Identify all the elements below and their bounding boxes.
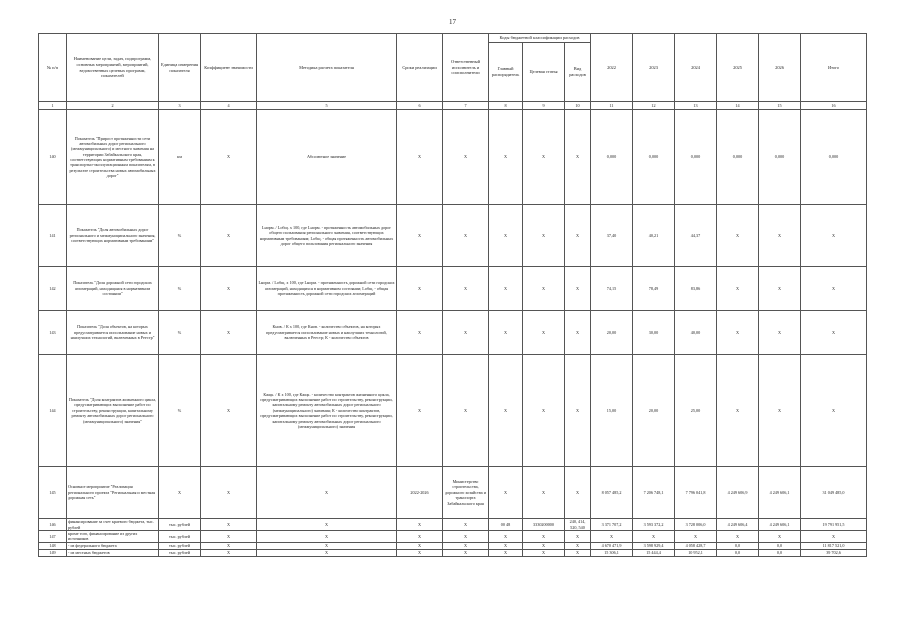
row-coefficient: X <box>201 267 257 311</box>
row-target-article: X <box>523 267 565 311</box>
row-term: X <box>397 110 443 205</box>
row-value-2026: X <box>759 267 801 311</box>
row-total: X <box>801 311 867 355</box>
row-name: Основное мероприятие "Реализация регионального проекта "Региональная и местная дорожная сеть" <box>67 467 159 519</box>
row-grbs: 00 48 <box>489 519 523 531</box>
row-value-2024: 40,00 <box>675 311 717 355</box>
row-number: 149 <box>39 549 67 556</box>
row-expense-type: X <box>565 205 591 267</box>
row-total: 39 702,6 <box>801 549 867 556</box>
row-expense-type: X <box>565 549 591 556</box>
row-value-2024: 4 058 428,7 <box>675 542 717 549</box>
table-row <box>39 531 867 543</box>
row-value-2026: 0,0 <box>759 549 801 556</box>
row-value-2024: 83,86 <box>675 267 717 311</box>
page-number: 17 <box>449 18 456 26</box>
row-expense-type: X <box>565 110 591 205</box>
table-row <box>39 549 867 556</box>
row-number: 141 <box>39 205 67 267</box>
row-number: 147 <box>39 531 67 543</box>
row-responsible: X <box>443 311 489 355</box>
row-value-2025: X <box>717 205 759 267</box>
row-expense-type: X <box>565 311 591 355</box>
row-term: 2022-2026 <box>397 467 443 519</box>
row-responsible: X <box>443 549 489 556</box>
row-responsible: X <box>443 542 489 549</box>
row-responsible: X <box>443 531 489 543</box>
row-value-2025: 4 249 606,4 <box>717 519 759 531</box>
table-row <box>39 267 867 311</box>
row-value-2026: X <box>759 355 801 467</box>
row-unit: X <box>159 467 201 519</box>
row-name: кроме того, финансирование из других источников <box>67 531 159 543</box>
row-number: 140 <box>39 110 67 205</box>
row-grbs: X <box>489 205 523 267</box>
row-method: Абсолютное значение <box>257 110 397 205</box>
column-number: 8 <box>489 102 523 110</box>
header-term: Сроки реализации <box>397 34 443 102</box>
table-row <box>39 467 867 519</box>
program-table <box>38 33 867 557</box>
row-term: X <box>397 549 443 556</box>
row-method: Lнорм. / Lобщ. х 100, где Lнорм. - протяженность дорожной сети городских агломераций, находящихся в нормативном состоянии; Lобщ. - общая протяженность дорожной сети городских агломераций <box>257 267 397 311</box>
row-unit: км <box>159 110 201 205</box>
row-term: X <box>397 519 443 531</box>
header-unit: Единица измерения показателя <box>159 34 201 102</box>
row-value-2022: 3 371 707,2 <box>591 519 633 531</box>
row-value-2023: 78,49 <box>633 267 675 311</box>
header-method: Методика расчета показателя <box>257 34 397 102</box>
row-value-2023: 3 598 929,4 <box>633 542 675 549</box>
row-responsible: X <box>443 355 489 467</box>
row-value-2022: 15,00 <box>591 355 633 467</box>
row-method: X <box>257 519 397 531</box>
row-expense-type: 240, 414, 520, 540 <box>565 519 591 531</box>
row-total: 19 791 951,5 <box>801 519 867 531</box>
row-total: X <box>801 205 867 267</box>
row-method: X <box>257 549 397 556</box>
row-method: Lнорм. / Lобщ. х 100, где Lнорм. - протяженность автомобильных дорог общего пользования регионального значения, соответствующих нормативным требованиям; Lобщ. - общая протяженность автомобильных дорог общего пользования регионального значения <box>257 205 397 267</box>
row-number: 145 <box>39 467 67 519</box>
column-number: 14 <box>717 102 759 110</box>
column-number: 15 <box>759 102 801 110</box>
row-name: - из федерального бюджета <box>67 542 159 549</box>
row-value-2026: X <box>759 205 801 267</box>
row-name: Показатель "Доля контрактов жизненного цикла, предусматривающих выполнение работ по строительству, реконструкции, капитальному ремонту автомобильных дорог регионального (межмуниципального) значения" <box>67 355 159 467</box>
row-coefficient: X <box>201 355 257 467</box>
row-value-2025: 0,0 <box>717 549 759 556</box>
row-unit: тыс. рублей <box>159 549 201 556</box>
table-row <box>39 542 867 549</box>
row-expense-type: X <box>565 267 591 311</box>
row-total: 31 049 485,0 <box>801 467 867 519</box>
row-coefficient: X <box>201 519 257 531</box>
row-value-2024: 7 796 041,8 <box>675 467 717 519</box>
row-method: Кжцк. / К х 100, где Кжцк. - количество контрактов жизненного цикла, предусматривающих выполнение работ по строительству, реконструкции, капитальному ремонту автомобильных дорог регионального (межмуниципального) значения; К - количество контрактов, предусматривающих выполнение работ по строительству, реконструкции, капитальному ремонту автомобильных дорог регионального (межмуниципального) значения <box>257 355 397 467</box>
row-term: X <box>397 542 443 549</box>
row-expense-type: X <box>565 542 591 549</box>
column-number: 2 <box>67 102 159 110</box>
header-target-article: Целевая статья <box>523 43 565 102</box>
row-target-article: X <box>523 110 565 205</box>
row-value-2025: X <box>717 531 759 543</box>
row-responsible: X <box>443 110 489 205</box>
row-responsible: X <box>443 267 489 311</box>
header-2023: 2023 <box>633 34 675 102</box>
column-number: 4 <box>201 102 257 110</box>
row-target-article: X <box>523 549 565 556</box>
row-value-2023: 15 444,4 <box>633 549 675 556</box>
row-coefficient: X <box>201 311 257 355</box>
row-value-2025: 0,0 <box>717 542 759 549</box>
row-coefficient: X <box>201 467 257 519</box>
row-coefficient: X <box>201 205 257 267</box>
row-number: 142 <box>39 267 67 311</box>
header-2022: 2022 <box>591 34 633 102</box>
row-responsible: X <box>443 519 489 531</box>
table-row <box>39 355 867 467</box>
row-name: - из местных бюджетов <box>67 549 159 556</box>
row-total: X <box>801 267 867 311</box>
row-value-2023: 7 206 748,1 <box>633 467 675 519</box>
row-grbs: X <box>489 267 523 311</box>
row-value-2026: 4 249 606,1 <box>759 467 801 519</box>
header-name: Наименование цели, задач, подпрограмм, основных мероприятий, мероприятий, ведомственных целевых программ, показателей <box>67 34 159 102</box>
header-num: № п/п <box>39 34 67 102</box>
row-value-2023: 30,00 <box>633 311 675 355</box>
column-number: 12 <box>633 102 675 110</box>
column-number: 6 <box>397 102 443 110</box>
row-total: X <box>801 531 867 543</box>
row-expense-type: X <box>565 531 591 543</box>
row-responsible: X <box>443 205 489 267</box>
row-method: X <box>257 531 397 543</box>
row-value-2026: 4 249 606,1 <box>759 519 801 531</box>
header-responsible: Ответственный исполнитель и соисполнители <box>443 34 489 102</box>
row-coefficient: X <box>201 542 257 549</box>
row-grbs: X <box>489 110 523 205</box>
row-unit: % <box>159 355 201 467</box>
row-value-2024: 3 728 006,0 <box>675 519 717 531</box>
column-number: 7 <box>443 102 489 110</box>
row-term: X <box>397 205 443 267</box>
table-row <box>39 519 867 531</box>
row-grbs: X <box>489 355 523 467</box>
row-target-article: X <box>523 467 565 519</box>
row-name: Показатель "Доля автомобильных дорог регионального и межмуниципального значения, соответствующих нормативным требованиям" <box>67 205 159 267</box>
row-value-2023: 0,000 <box>633 110 675 205</box>
row-target-article: X <box>523 542 565 549</box>
row-value-2023: 40,21 <box>633 205 675 267</box>
row-number: 146 <box>39 519 67 531</box>
table-row <box>39 311 867 355</box>
row-number: 148 <box>39 542 67 549</box>
row-target-article: X <box>523 531 565 543</box>
row-value-2022: 0,000 <box>591 110 633 205</box>
row-expense-type: X <box>565 467 591 519</box>
row-number: 144 <box>39 355 67 467</box>
row-total: 11 817 521,0 <box>801 542 867 549</box>
row-name: Показатель "Доля объектов, на которых предусматривается использование новых и наилучших технологий, включенных в Реестр" <box>67 311 159 355</box>
table-body <box>39 110 867 557</box>
header-2024: 2024 <box>675 34 717 102</box>
row-grbs: X <box>489 542 523 549</box>
header-total: Итого <box>801 34 867 102</box>
row-value-2025: 0,000 <box>717 110 759 205</box>
row-value-2022: 20,00 <box>591 311 633 355</box>
row-target-article: 3330200000 <box>523 519 565 531</box>
table-row <box>39 110 867 205</box>
header-expense-type: Вид расходов <box>565 43 591 102</box>
row-value-2022: 8 057 485,2 <box>591 467 633 519</box>
column-number: 10 <box>565 102 591 110</box>
row-name: Показатель "Прирост протяженности сети автомобильных дорог регионального (межмуниципального) и местного значения на территории Забайкальского края, соответствующих нормативным требованиям к транспортно-эксплуатационным показателям, в результате строительства новых автомобильных дорог" <box>67 110 159 205</box>
row-number: 143 <box>39 311 67 355</box>
column-number: 3 <box>159 102 201 110</box>
row-unit: тыс. рублей <box>159 519 201 531</box>
row-term: X <box>397 311 443 355</box>
row-value-2024: 0,000 <box>675 110 717 205</box>
row-unit: тыс. рублей <box>159 542 201 549</box>
row-value-2023: 3 593 372,2 <box>633 519 675 531</box>
row-total: 0,000 <box>801 110 867 205</box>
row-value-2025: X <box>717 355 759 467</box>
row-grbs: X <box>489 311 523 355</box>
row-value-2023: 20,00 <box>633 355 675 467</box>
column-number: 13 <box>675 102 717 110</box>
row-method: X <box>257 467 397 519</box>
column-number: 11 <box>591 102 633 110</box>
row-responsible: Министерство строительства, дорожного хозяйства и транспорта Забайкальского края <box>443 467 489 519</box>
row-value-2023: X <box>633 531 675 543</box>
row-value-2022: X <box>591 531 633 543</box>
header-2025: 2025 <box>717 34 759 102</box>
row-value-2022: 15 306,1 <box>591 549 633 556</box>
column-number-row <box>39 102 867 110</box>
row-unit: % <box>159 205 201 267</box>
row-target-article: X <box>523 355 565 467</box>
row-value-2022: 74,15 <box>591 267 633 311</box>
row-value-2026: X <box>759 311 801 355</box>
row-unit: тыс. рублей <box>159 531 201 543</box>
header-budget-codes: Коды бюджетной классификации расходов <box>489 34 591 43</box>
header-coef: Коэффициент значимости <box>201 34 257 102</box>
row-target-article: X <box>523 311 565 355</box>
row-coefficient: X <box>201 110 257 205</box>
row-method: X <box>257 542 397 549</box>
column-number: 9 <box>523 102 565 110</box>
row-value-2024: 10 952,1 <box>675 549 717 556</box>
row-method: Кнов. / К х 100, где Кнов. - количество объектов, на которых предусматривается использование новых и наилучших технологий, включенных в Реестр; К - количество объектов <box>257 311 397 355</box>
row-value-2022: 37,40 <box>591 205 633 267</box>
column-number: 5 <box>257 102 397 110</box>
row-term: X <box>397 355 443 467</box>
column-number: 1 <box>39 102 67 110</box>
table-row <box>39 205 867 267</box>
row-total: X <box>801 355 867 467</box>
row-coefficient: X <box>201 549 257 556</box>
row-value-2024: X <box>675 531 717 543</box>
row-value-2026: X <box>759 531 801 543</box>
row-value-2025: X <box>717 267 759 311</box>
row-name: Показатель "Доля дорожной сети городских агломераций, находящаяся в нормативном состоянии" <box>67 267 159 311</box>
row-value-2026: 0,000 <box>759 110 801 205</box>
row-value-2022: 4 670 471,9 <box>591 542 633 549</box>
row-grbs: X <box>489 467 523 519</box>
row-unit: % <box>159 267 201 311</box>
row-term: X <box>397 267 443 311</box>
row-name: финансирование за счет краевого бюджета, тыс. рублей <box>67 519 159 531</box>
row-unit: % <box>159 311 201 355</box>
row-value-2025: 4 249 606,9 <box>717 467 759 519</box>
row-target-article: X <box>523 205 565 267</box>
row-value-2025: X <box>717 311 759 355</box>
row-grbs: X <box>489 549 523 556</box>
row-value-2024: 25,00 <box>675 355 717 467</box>
column-number: 16 <box>801 102 867 110</box>
header-grbs: Главный распорядитель <box>489 43 523 102</box>
row-coefficient: X <box>201 531 257 543</box>
header-2026: 2026 <box>759 34 801 102</box>
row-value-2026: 0,0 <box>759 542 801 549</box>
row-expense-type: X <box>565 355 591 467</box>
row-value-2024: 44,37 <box>675 205 717 267</box>
row-term: X <box>397 531 443 543</box>
row-grbs: X <box>489 531 523 543</box>
